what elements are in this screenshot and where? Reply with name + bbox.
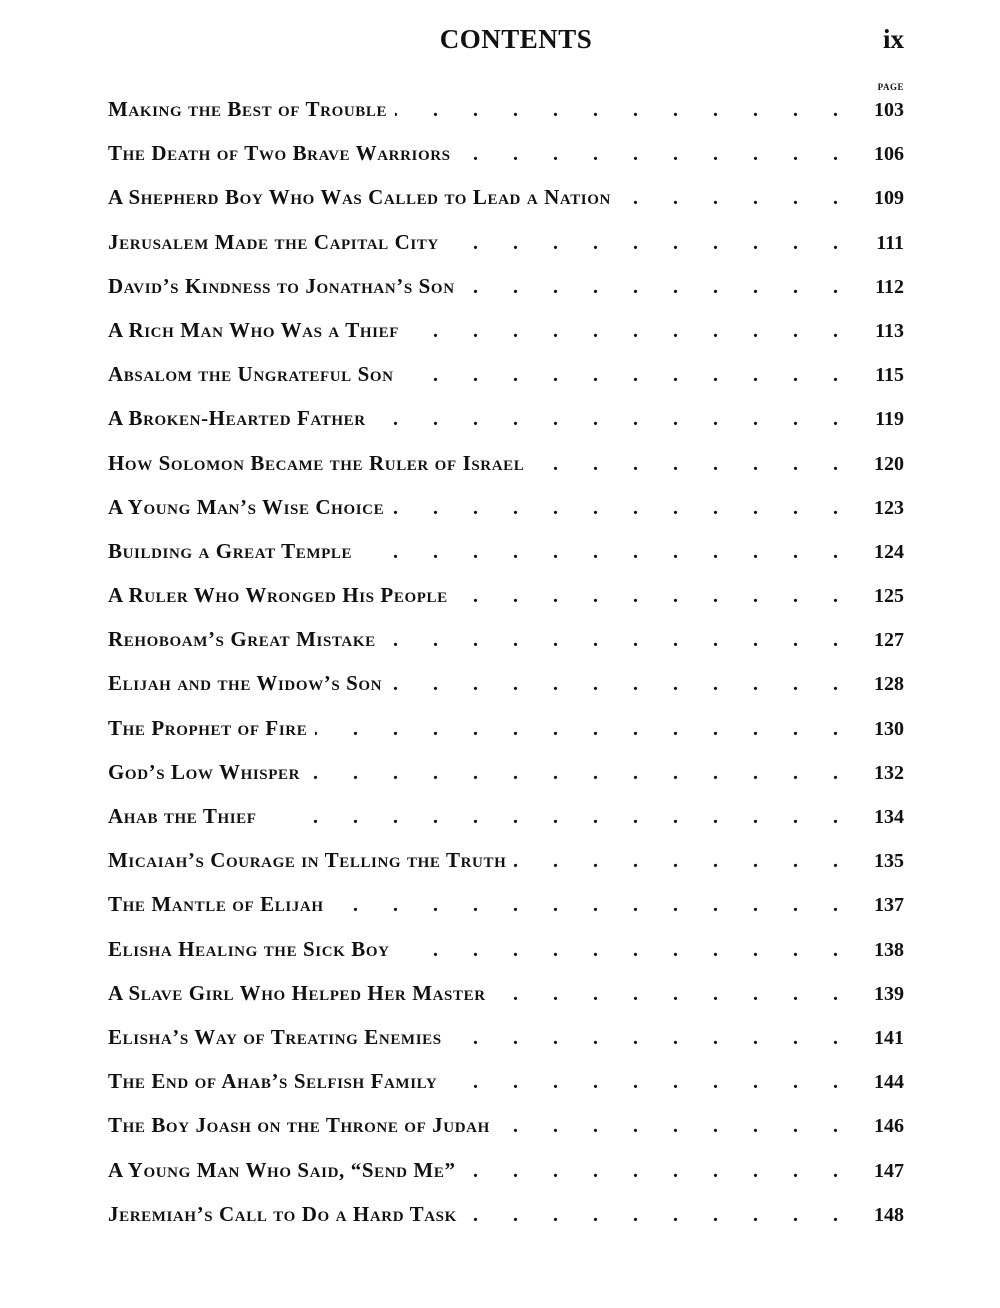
toc-entry[interactable] [108, 664, 904, 708]
toc-entry-page: 125 [874, 585, 904, 608]
toc-entry-page: 127 [874, 629, 904, 652]
toc-entry-title: A Rich Man Who Was a Thief [108, 317, 399, 342]
dot-leader [265, 798, 838, 836]
toc-entry-page: 123 [874, 496, 904, 519]
toc-entry-page: 134 [874, 806, 904, 828]
toc-entry-page: 135 [874, 850, 904, 873]
toc-entry[interactable] [108, 488, 904, 532]
toc-entry[interactable] [108, 576, 904, 620]
toc-entry-title: A Broken-Hearted Father [108, 406, 366, 431]
page-number: ix [882, 24, 904, 54]
toc-entry-page: 103 [874, 99, 904, 121]
toc-entry-page: 120 [874, 452, 904, 475]
dot-leader [402, 356, 838, 394]
toc-entry-title: A Young Man Who Said, “Send Me” [108, 1157, 456, 1182]
toc-entry-page: 113 [875, 319, 904, 342]
toc-entry-title: Jeremiah’s Call to Do a Hard Task [108, 1201, 457, 1226]
dot-leader [619, 179, 838, 217]
dot-leader [514, 842, 838, 880]
toc-entry-title: Ahab the Thief [108, 804, 257, 828]
toc-entry-page: 141 [874, 1026, 904, 1049]
toc-entry[interactable] [108, 355, 904, 399]
dot-leader [456, 577, 838, 615]
toc-entry-title: Elijah and the Widow’s Son [108, 671, 383, 696]
toc-entry-page: 144 [874, 1071, 904, 1094]
dot-leader [390, 665, 838, 703]
toc-entry-title: A Slave Girl Who Helped Her Master [108, 980, 486, 1005]
toc-entry-title: The Boy Joash on the Throne of Judah [108, 1113, 490, 1138]
dot-leader [374, 400, 838, 438]
toc-entry[interactable] [108, 399, 904, 443]
dot-leader [332, 886, 838, 924]
toc-entry-title: A Ruler Who Wronged His People [108, 583, 448, 608]
toc-entry-title: Rehoboam’s Great Mistake [108, 627, 376, 652]
dot-leader [498, 1107, 838, 1145]
toc-entry[interactable] [108, 223, 904, 267]
toc-entry[interactable] [108, 444, 904, 488]
toc-entry-page: 130 [874, 717, 904, 740]
dot-leader [308, 754, 838, 792]
toc-entry[interactable] [108, 797, 904, 841]
toc-entry-page: 112 [875, 275, 904, 298]
toc-entry-page: 106 [874, 143, 904, 166]
toc-entry[interactable] [108, 1195, 904, 1239]
toc-entry-title: Making the Best of Trouble [108, 97, 388, 121]
dot-leader [392, 489, 838, 527]
toc-entry-page: 115 [875, 364, 904, 387]
toc-entry[interactable] [108, 1018, 904, 1062]
toc-entry[interactable] [108, 930, 904, 974]
toc-entry[interactable] [108, 134, 904, 178]
dot-leader [532, 445, 838, 483]
table-of-contents [108, 90, 904, 1239]
toc-entry[interactable] [108, 90, 904, 134]
toc-entry-page: 148 [874, 1203, 904, 1226]
toc-entry[interactable] [108, 709, 904, 753]
dot-leader [447, 224, 838, 262]
page-header [0, 24, 1000, 64]
toc-entry[interactable] [108, 1106, 904, 1150]
toc-entry[interactable] [108, 841, 904, 885]
toc-entry[interactable] [108, 1151, 904, 1195]
toc-entry-title: Building a Great Temple [108, 538, 353, 563]
toc-entry-page: 139 [874, 982, 904, 1005]
toc-entry-page: 132 [874, 761, 904, 784]
dot-leader [315, 710, 838, 748]
dot-leader [463, 268, 838, 306]
toc-entry-page: 147 [874, 1159, 904, 1182]
toc-entry[interactable] [108, 1062, 904, 1106]
toc-entry-title: A Shepherd Boy Who Was Called to Lead a Nation [108, 185, 611, 210]
page-column-label: PAGE [877, 82, 904, 92]
dot-leader [360, 533, 838, 571]
toc-entry-page: 119 [875, 408, 904, 431]
toc-entry-page: 111 [876, 231, 904, 254]
dot-leader [445, 1063, 838, 1101]
toc-entry-title: Absalom the Ungrateful Son [108, 362, 394, 387]
toc-entry[interactable] [108, 885, 904, 929]
toc-entry-page: 124 [874, 540, 904, 563]
toc-entry-title: Jerusalem Made the Capital City [108, 229, 439, 254]
toc-entry-page: 137 [874, 894, 904, 917]
toc-entry-title: The End of Ahab’s Selfish Family [108, 1069, 438, 1094]
dot-leader [395, 91, 838, 129]
dot-leader [465, 1196, 838, 1234]
toc-entry[interactable] [108, 532, 904, 576]
toc-entry-title: Elisha Healing the Sick Boy [108, 936, 390, 961]
dot-leader [494, 975, 838, 1013]
toc-entry[interactable] [108, 311, 904, 355]
dot-leader [450, 1019, 838, 1057]
toc-entry[interactable] [108, 753, 904, 797]
page-title: CONTENTS [439, 24, 593, 54]
toc-entry-title: David’s Kindness to Jonathan’s Son [108, 273, 455, 298]
toc-entry-page: 146 [874, 1115, 904, 1138]
toc-entry-title: Micaiah’s Courage in Telling the Truth [108, 848, 507, 873]
toc-entry-title: How Solomon Became the Ruler of Israel [108, 450, 525, 475]
toc-entry-page: 128 [874, 673, 904, 696]
toc-entry-title: The Death of Two Brave Warriors [108, 141, 451, 166]
dot-leader [398, 931, 838, 969]
toc-entry[interactable] [108, 620, 904, 664]
toc-entry-page: 138 [874, 938, 904, 961]
toc-entry-title: The Mantle of Elijah [108, 892, 324, 917]
toc-entry[interactable] [108, 178, 904, 222]
toc-entry-title: A Young Man’s Wise Choice [108, 494, 385, 519]
toc-entry-title: The Prophet of Fire [108, 715, 308, 740]
dot-leader [459, 135, 838, 173]
toc-entry-page: 109 [874, 187, 904, 210]
dot-leader [464, 1152, 838, 1190]
toc-entry-title: God’s Low Whisper [108, 759, 301, 784]
toc-entry-title: Elisha’s Way of Treating Enemies [108, 1024, 442, 1049]
dot-leader [407, 312, 838, 350]
dot-leader [384, 621, 838, 659]
toc-entry[interactable] [108, 267, 904, 311]
toc-entry[interactable] [108, 974, 904, 1018]
